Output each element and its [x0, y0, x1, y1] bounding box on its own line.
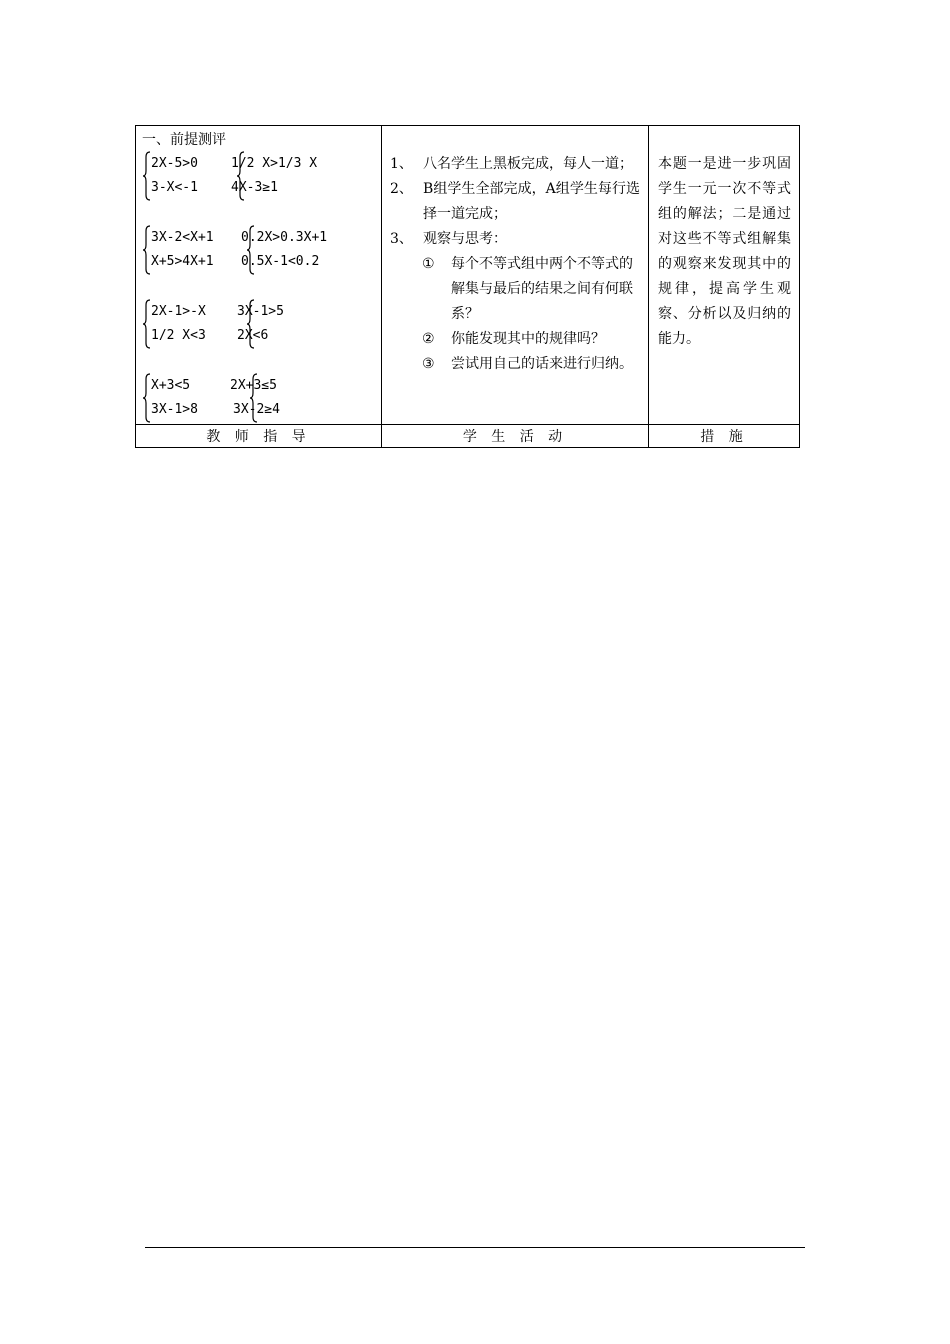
inequality: 2X-5>0 — [151, 156, 198, 171]
activity-item — [390, 177, 640, 227]
item-number: 1、 — [390, 156, 413, 172]
inequality: X+3<5 — [151, 378, 191, 393]
inequality-system-4 — [136, 374, 382, 424]
sub-item — [390, 352, 640, 377]
header-student-activity: 学 生 活 动 — [382, 425, 649, 448]
header-teacher-guidance: 教 师 指 导 — [136, 425, 382, 448]
inequality: 2X<6 — [237, 328, 269, 343]
item-text: 观察与思考： — [423, 231, 507, 247]
item-text: 八名学生上黑板完成，每人一道； — [423, 156, 633, 172]
inequality: 0.5X-1<0.2 — [241, 254, 320, 269]
sub-item — [390, 252, 640, 327]
content-row — [136, 126, 800, 425]
inequality-system-2 — [136, 226, 382, 276]
inequality: 3X-1>5 — [237, 304, 284, 319]
measures-cell — [649, 126, 800, 425]
left-brace-icon — [143, 151, 151, 201]
activity-item — [390, 227, 640, 252]
left-brace-icon — [143, 225, 151, 275]
sub-item-number: ③ — [422, 356, 435, 372]
measures-text: 本题一是进一步巩固学生一元一次不等式组的解法；二是通过对这些不等式组解集的观察来发现其中的规律，提高学生观察、分析以及归纳的能力。 — [658, 156, 791, 347]
activity-item — [390, 152, 640, 177]
lesson-plan-table — [135, 125, 800, 448]
column-header-row — [136, 425, 800, 448]
item-text: B组学生全部完成，A组学生每行选择一道完成； — [423, 181, 640, 222]
inequality: 4X-3≥1 — [231, 180, 278, 195]
sub-item — [390, 327, 640, 352]
left-brace-icon — [143, 299, 151, 349]
section-title: 一、前提测评 — [142, 132, 226, 148]
inequality: 3-X<-1 — [151, 180, 198, 195]
teacher-guidance-cell — [136, 126, 382, 425]
inequality: 0.2X>0.3X+1 — [241, 230, 328, 245]
item-number: 3、 — [390, 231, 413, 247]
inequality: 3X-1>8 — [151, 402, 198, 417]
header-measures: 措 施 — [649, 425, 800, 448]
sub-item-text: 每个不等式组中两个不等式的解集与最后的结果之间有何联系？ — [451, 256, 633, 322]
student-activity-cell — [382, 126, 649, 425]
sub-item-number: ② — [422, 331, 435, 347]
inequality-system-3 — [136, 300, 382, 350]
footer-rule — [145, 1247, 805, 1248]
inequality: 2X+3≤5 — [230, 378, 277, 393]
inequality: 3X-2<X+1 — [151, 230, 214, 245]
inequality-system-1 — [136, 152, 382, 202]
item-number: 2、 — [390, 181, 413, 197]
sub-item-text: 尝试用自己的话来进行归纳。 — [451, 356, 633, 372]
inequality: 1/2 X<3 — [151, 328, 206, 343]
inequality: 1/2 X>1/3 X — [231, 156, 318, 171]
sub-item-number: ① — [422, 256, 435, 272]
sub-item-text: 你能发现其中的规律吗？ — [451, 331, 605, 347]
left-brace-icon — [143, 373, 151, 423]
inequality: 3X-2≥4 — [233, 402, 280, 417]
inequality: X+5>4X+1 — [151, 254, 214, 269]
inequality: 2X-1>-X — [151, 304, 206, 319]
